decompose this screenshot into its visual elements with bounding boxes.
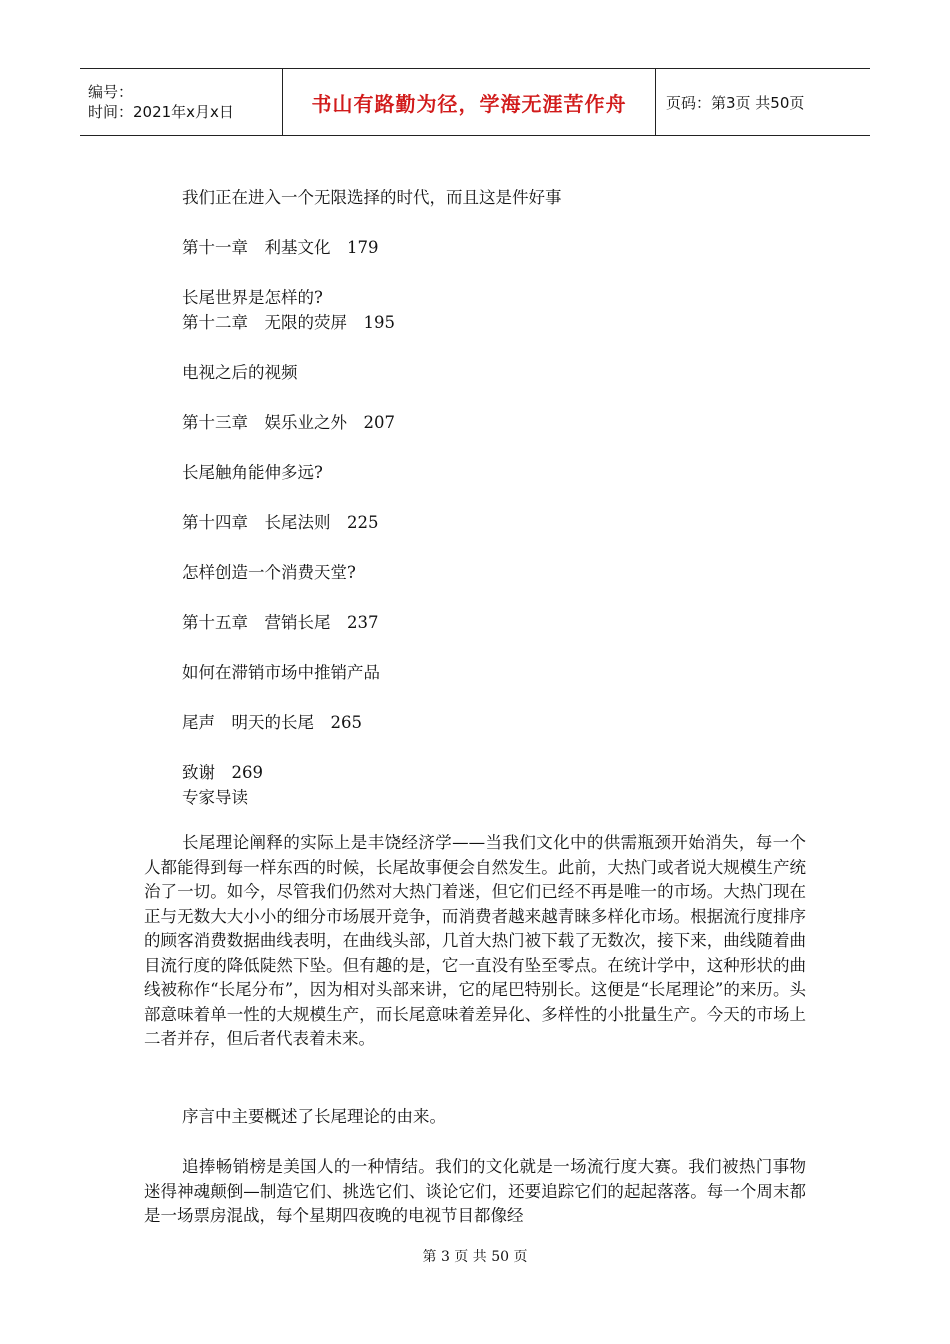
- header-meta: [80, 69, 282, 135]
- toc-chapter: 第十一章 利基文化 179: [182, 238, 379, 257]
- toc-line: 怎样创造一个消费天堂?: [182, 563, 356, 582]
- body-paragraph: 追捧畅销榜是美国人的一种情结。我们的文化就是一场流行度大赛。我们被热门事物迷得神魂颠倒—制造它们、挑选它们、谈论它们，还要追踪它们的起起落落。每一个周末都是一场票房混战，每个星期四夜晚的电视节目都像经: [144, 1157, 806, 1225]
- toc-chapter: 第十二章 无限的荧屏 195: [182, 313, 395, 332]
- motto-text: 书山有路勤为径，学海无涯苦作舟: [311, 91, 627, 116]
- date-label: 时间：2021年x月x日: [88, 103, 234, 121]
- page-info-text: 页码：第3页 共50页: [666, 93, 805, 112]
- body-paragraph: 序言中主要概述了长尾理论的由来。: [182, 1107, 446, 1126]
- toc-chapter: 第十五章 营销长尾 237: [182, 613, 379, 632]
- toc-chapter: 第十四章 长尾法则 225: [182, 513, 379, 532]
- header-page-info: [656, 69, 870, 135]
- page-footer: 第 3 页 共 50 页: [422, 1249, 528, 1265]
- toc-line: 专家导读: [182, 788, 248, 807]
- toc-line: 长尾触角能伸多远?: [182, 463, 323, 482]
- toc-line: 我们正在进入一个无限选择的时代，而且这是件好事: [182, 188, 562, 207]
- toc-line: 如何在滞销市场中推销产品: [182, 663, 380, 682]
- toc-chapter: 尾声 明天的长尾 265: [182, 713, 362, 732]
- body-paragraph: 长尾理论阐释的实际上是丰饶经济学——当我们文化中的供需瓶颈开始消失，每一个人都能得到每一样东西的时候，长尾故事便会自然发生。此前，大热门或者说大规模生产统治了一切。如今，尽管我们仍然对大热门着迷，但它们已经不再是唯一的市场。大热门现在正与无数大大小小的细分市场展开竞争，而消费者越来越青睐多样化市场。根据流行度排序的顾客消费数据曲线表明，在曲线头部，几首大热门被下载了无数次，接下来，曲线随着曲目流行度的降低陡然下坠。但有趣的是，它一直没有坠至零点。在统计学中，这种形状的曲线被称作“长尾分布”，因为相对头部来讲，它的尾巴特别长。这便是“长尾理论”的来历。头部意味着单一性的大规模生产，而长尾意味着差异化、多样性的小批量生产。今天的市场上二者并存，但后者代表着未来。: [144, 833, 806, 1048]
- toc-line: 电视之后的视频: [182, 363, 298, 382]
- toc-chapter: 致谢 269: [182, 763, 263, 782]
- page-header: [80, 68, 870, 136]
- toc-line: 长尾世界是怎样的?: [182, 288, 323, 307]
- toc-chapter: 第十三章 娱乐业之外 207: [182, 413, 395, 432]
- serial-label: 编号：: [88, 83, 134, 101]
- header-motto: [282, 69, 656, 135]
